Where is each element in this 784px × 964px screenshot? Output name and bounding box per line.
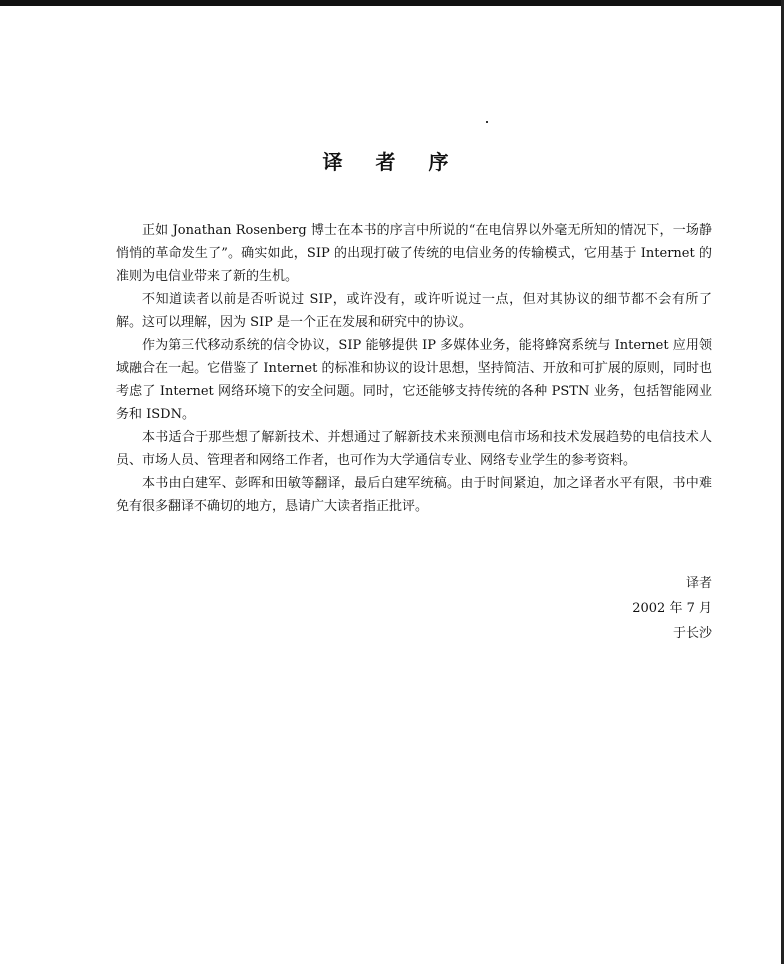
scan-speck [486,121,488,123]
page-title: 译 者 序 [322,150,462,174]
paragraph-4: 本书适合于那些想了解新技术、并想通过了解新技术来预测电信市场和技术发展趋势的电信技术人员、市场人员、管理者和网络工作者，也可作为大学通信专业、网络专业学生的参考资料。 [116,430,712,468]
paragraph-3: 作为第三代移动系统的信令协议，SIP 能够提供 IP 多媒体业务，能将蜂窝系统与 Internet 应用领域融合在一起。它借鉴了 Internet 的标准和协议的设计思想，坚持简洁、开放和可扩展的原则，同时也考虑了 Internet 网络环境下的安全问题。同时，它还能够支持传统的各种 PSTN 业务，包括智能网业务和 ISDN。 [116,338,712,422]
paragraph-5: 本书由白建军、彭晖和田敏等翻译，最后白建军统稿。由于时间紧迫，加之译者水平有限，书中难免有很多翻译不确切的地方，恳请广大读者指正批评。 [116,476,712,514]
paragraph-1: 正如 Jonathan Rosenberg 博士在本书的序言中所说的“在电信界以外毫无所知的情况下，一场静悄悄的革命发生了”。确实如此，SIP 的出现打破了传统的电信业务的传输模式，它用基于 Internet 的准则为电信业带来了新的生机。 [116,223,712,284]
signature-date: 2002 年 7 月 [632,601,712,616]
signature-block [632,571,712,646]
signature-author: 译者 [685,576,712,591]
signature-place: 于长沙 [672,626,712,641]
paragraph-2: 不知道读者以前是否听说过 SIP，或许没有，或许听说过一点，但对其协议的细节都不会有所了解。这可以理解，因为 SIP 是一个正在发展和研究中的协议。 [116,292,712,330]
preface-body [116,219,712,518]
page-top-border [0,0,784,6]
